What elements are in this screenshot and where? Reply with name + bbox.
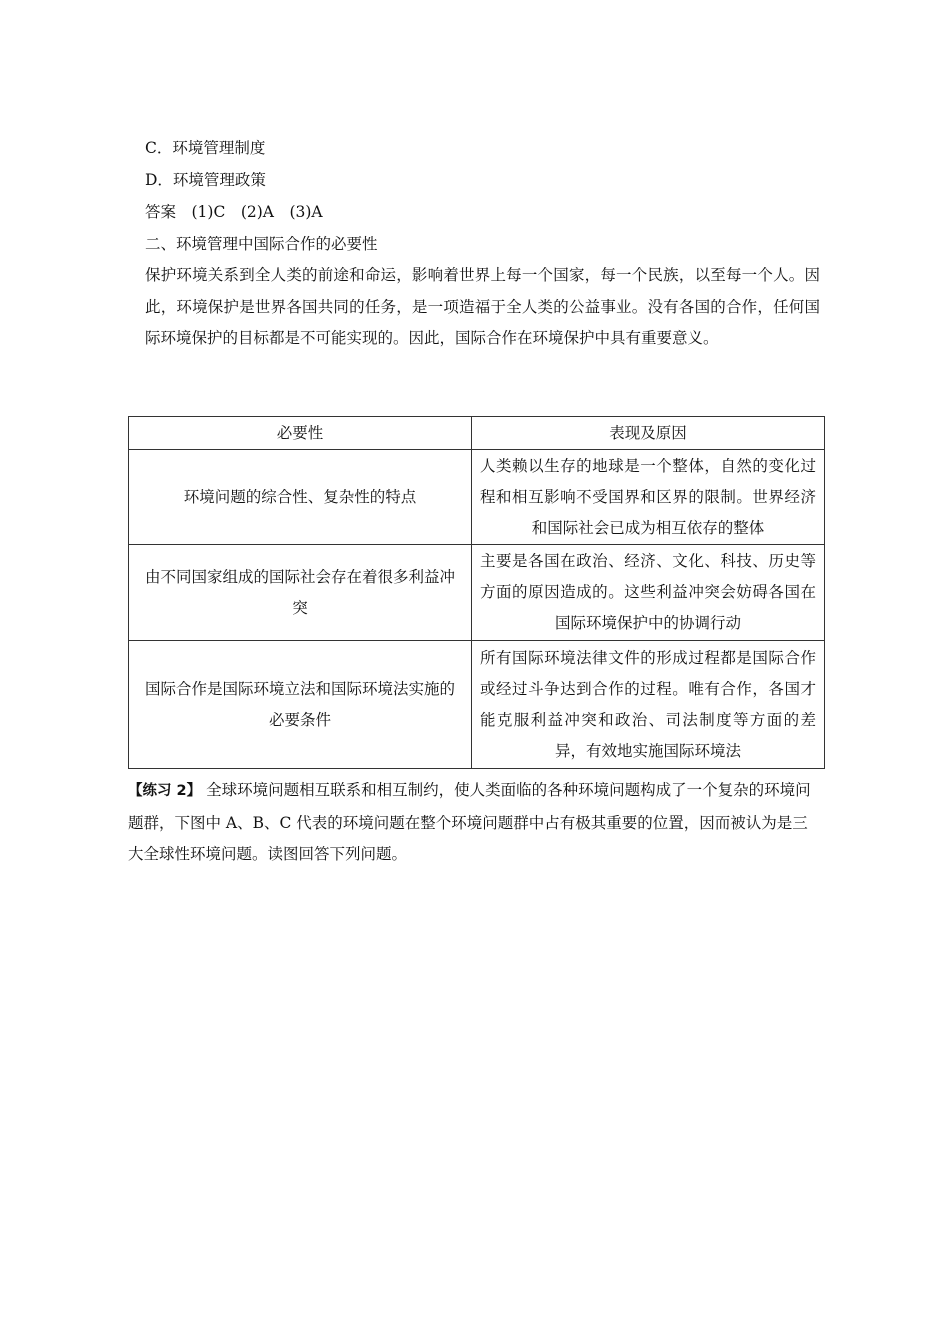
necessity-table [128, 416, 825, 769]
table-header-necessity: 必要性 [129, 417, 472, 450]
table-cell-necessity: 环境问题的综合性、复杂性的特点 [129, 450, 472, 545]
exercise-2 [128, 775, 820, 871]
exercise-tag: 【练习 2】 [128, 783, 202, 799]
section-heading: 二、环境管理中国际合作的必要性 [145, 235, 378, 253]
table-header-reason: 表现及原因 [472, 417, 825, 450]
answer-line: 答案 (1)C (2)A (3)A [145, 203, 323, 221]
table-cell-reason: 所有国际环境法律文件的形成过程都是国际合作或经过斗争达到合作的过程。唯有合作，各国才能克服利益冲突和政治、司法制度等方面的差异，有效地实施国际环境法 [472, 641, 825, 769]
table-row [129, 450, 825, 545]
option-c: C．环境管理制度 [145, 139, 266, 157]
table-row [129, 641, 825, 769]
table-header-row [129, 417, 825, 450]
section-paragraph: 保护环境关系到全人类的前途和命运，影响着世界上每一个国家，每一个民族，以至每一个人。因此，环境保护是世界各国共同的任务，是一项造福于全人类的公益事业。没有各国的合作，任何国际环境保护的目标都是不可能实现的。因此，国际合作在环境保护中具有重要意义。 [145, 266, 820, 347]
table-cell-reason: 人类赖以生存的地球是一个整体，自然的变化过程和相互影响不受国界和区界的限制。世界经济和国际社会已成为相互依存的整体 [472, 450, 825, 545]
exercise-text: 全球环境问题相互联系和相互制约，使人类面临的各种环境问题构成了一个复杂的环境问题群，下图中 A、B、C 代表的环境问题在整个环境问题群中占有极其重要的位置，因而被认为是三大全球性环境问题。读图回答下列问题。 [128, 781, 811, 863]
table-cell-necessity: 由不同国家组成的国际社会存在着很多利益冲突 [129, 545, 472, 641]
table-row [129, 545, 825, 641]
table-cell-reason: 主要是各国在政治、经济、文化、科技、历史等方面的原因造成的。这些利益冲突会妨碍各国在国际环境保护中的协调行动 [472, 545, 825, 641]
option-d: D．环境管理政策 [145, 171, 266, 189]
table-cell-necessity: 国际合作是国际环境立法和国际环境法实施的必要条件 [129, 641, 472, 769]
